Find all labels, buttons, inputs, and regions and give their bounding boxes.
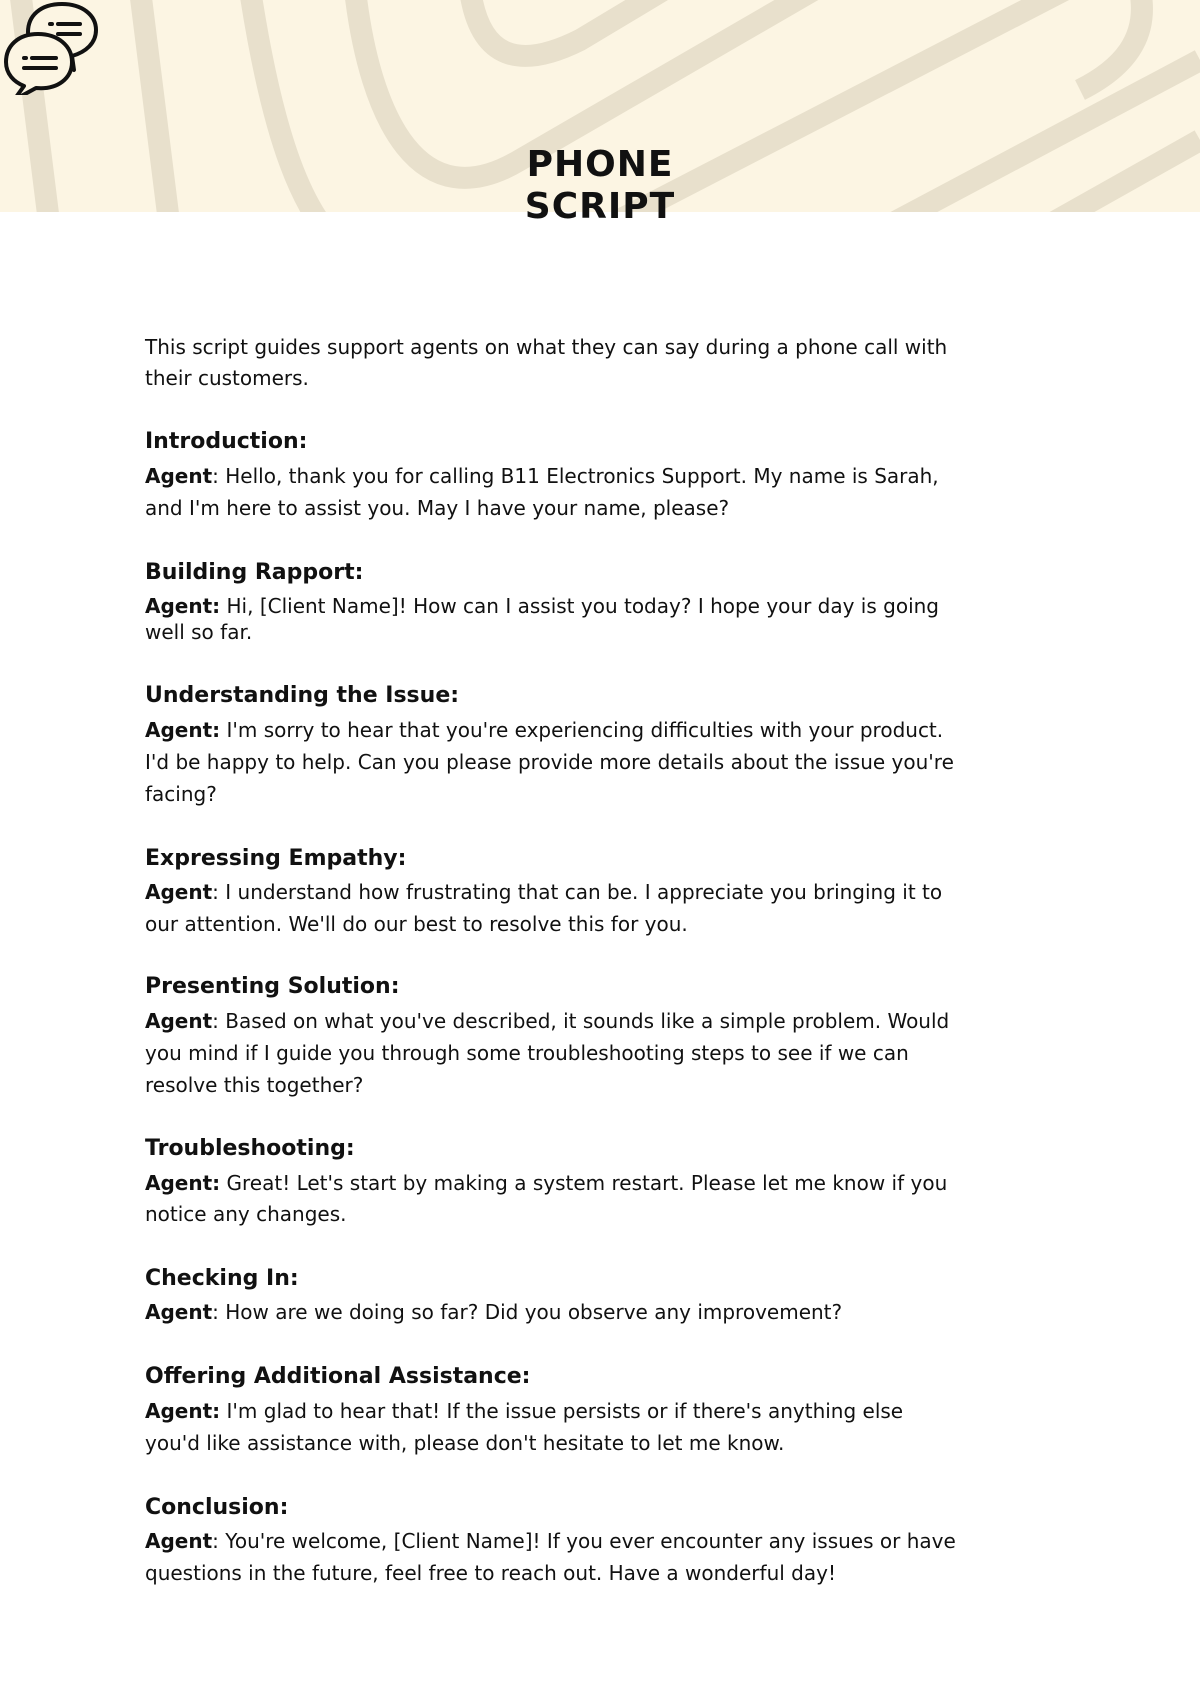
dialogue-text: I'm sorry to hear that you're experiencing difficulties with your product.	[220, 718, 944, 742]
section-line	[145, 748, 954, 776]
dialogue-text: I'm glad to hear that! If the issue persists or if there's anything else	[220, 1399, 904, 1423]
section-line	[145, 1527, 956, 1555]
dialogue-text: : How are we doing so far? Did you observe any improvement?	[212, 1300, 843, 1324]
speaker-label: Agent:	[145, 718, 221, 742]
section-line	[145, 1200, 346, 1228]
dialogue-text: Great! Let's start by making a system restart. Please let me know if you	[220, 1171, 948, 1195]
dialogue-text: our attention. We'll do our best to resolve this for you.	[145, 912, 688, 936]
dialogue-text: notice any changes.	[145, 1202, 347, 1226]
intro-text: their customers.	[145, 366, 309, 390]
section-line	[145, 1169, 947, 1197]
section-line	[145, 716, 943, 744]
section-line	[145, 592, 939, 620]
section-line	[145, 780, 217, 808]
dialogue-text: : Hello, thank you for calling B11 Electronics Support. My name is Sarah,	[212, 464, 939, 488]
speaker-label: Agent	[145, 1529, 213, 1553]
page-title-line2: SCRIPT	[524, 186, 676, 227]
section-line	[145, 1298, 842, 1326]
section-line	[145, 1071, 363, 1099]
speaker-label: Agent	[145, 464, 213, 488]
dialogue-text: I'd be happy to help. Can you please provide more details about the issue you're	[145, 750, 954, 774]
dialogue-text: questions in the future, feel free to reach out. Have a wonderful day!	[145, 1561, 836, 1585]
section-line	[145, 1397, 903, 1425]
dialogue-text: resolve this together?	[145, 1073, 364, 1097]
dialogue-text: you mind if I guide you through some troubleshooting steps to see if we can	[145, 1041, 909, 1065]
section-heading: Understanding the Issue:	[145, 683, 460, 708]
dialogue-text: : You're welcome, [Client Name]! If you ever encounter any issues or have	[212, 1529, 956, 1553]
section-line	[145, 618, 252, 646]
section-heading: Expressing Empathy:	[145, 846, 407, 871]
section-line	[145, 1559, 836, 1587]
speaker-label: Agent:	[145, 594, 221, 618]
dialogue-text: and I'm here to assist you. May I have your name, please?	[145, 496, 730, 520]
speaker-label: Agent	[145, 1009, 213, 1033]
section-line	[145, 494, 729, 522]
speaker-label: Agent:	[145, 1171, 221, 1195]
dialogue-text: facing?	[145, 782, 217, 806]
section-heading: Conclusion:	[145, 1495, 289, 1520]
speaker-label: Agent:	[145, 1399, 221, 1423]
section-line	[145, 1429, 784, 1457]
section-line	[145, 1039, 909, 1067]
dialogue-text: you'd like assistance with, please don't hesitate to let me know.	[145, 1431, 785, 1455]
section-line	[145, 462, 939, 490]
section-heading: Introduction:	[145, 429, 308, 454]
dialogue-text: well so far.	[145, 620, 253, 644]
speaker-label: Agent	[145, 880, 213, 904]
dialogue-text: Hi, [Client Name]! How can I assist you today? I hope your day is going	[220, 594, 940, 618]
speaker-label: Agent	[145, 1300, 213, 1324]
dialogue-text: : I understand how frustrating that can be. I appreciate you bringing it to	[212, 880, 943, 904]
section-heading: Building Rapport:	[145, 560, 364, 585]
section-line	[145, 1007, 949, 1035]
section-heading: Presenting Solution:	[145, 974, 400, 999]
intro-text: This script guides support agents on what they can say during a phone call with	[145, 335, 948, 359]
section-heading: Troubleshooting:	[145, 1136, 355, 1161]
chat-bubbles-icon	[0, 0, 110, 95]
section-heading: Offering Additional Assistance:	[145, 1364, 531, 1389]
section-line	[145, 878, 942, 906]
dialogue-text: : Based on what you've described, it sounds like a simple problem. Would	[212, 1009, 950, 1033]
page-title-line1: PHONE	[526, 144, 674, 185]
section-line	[145, 910, 688, 938]
section-heading: Checking In:	[145, 1266, 299, 1291]
